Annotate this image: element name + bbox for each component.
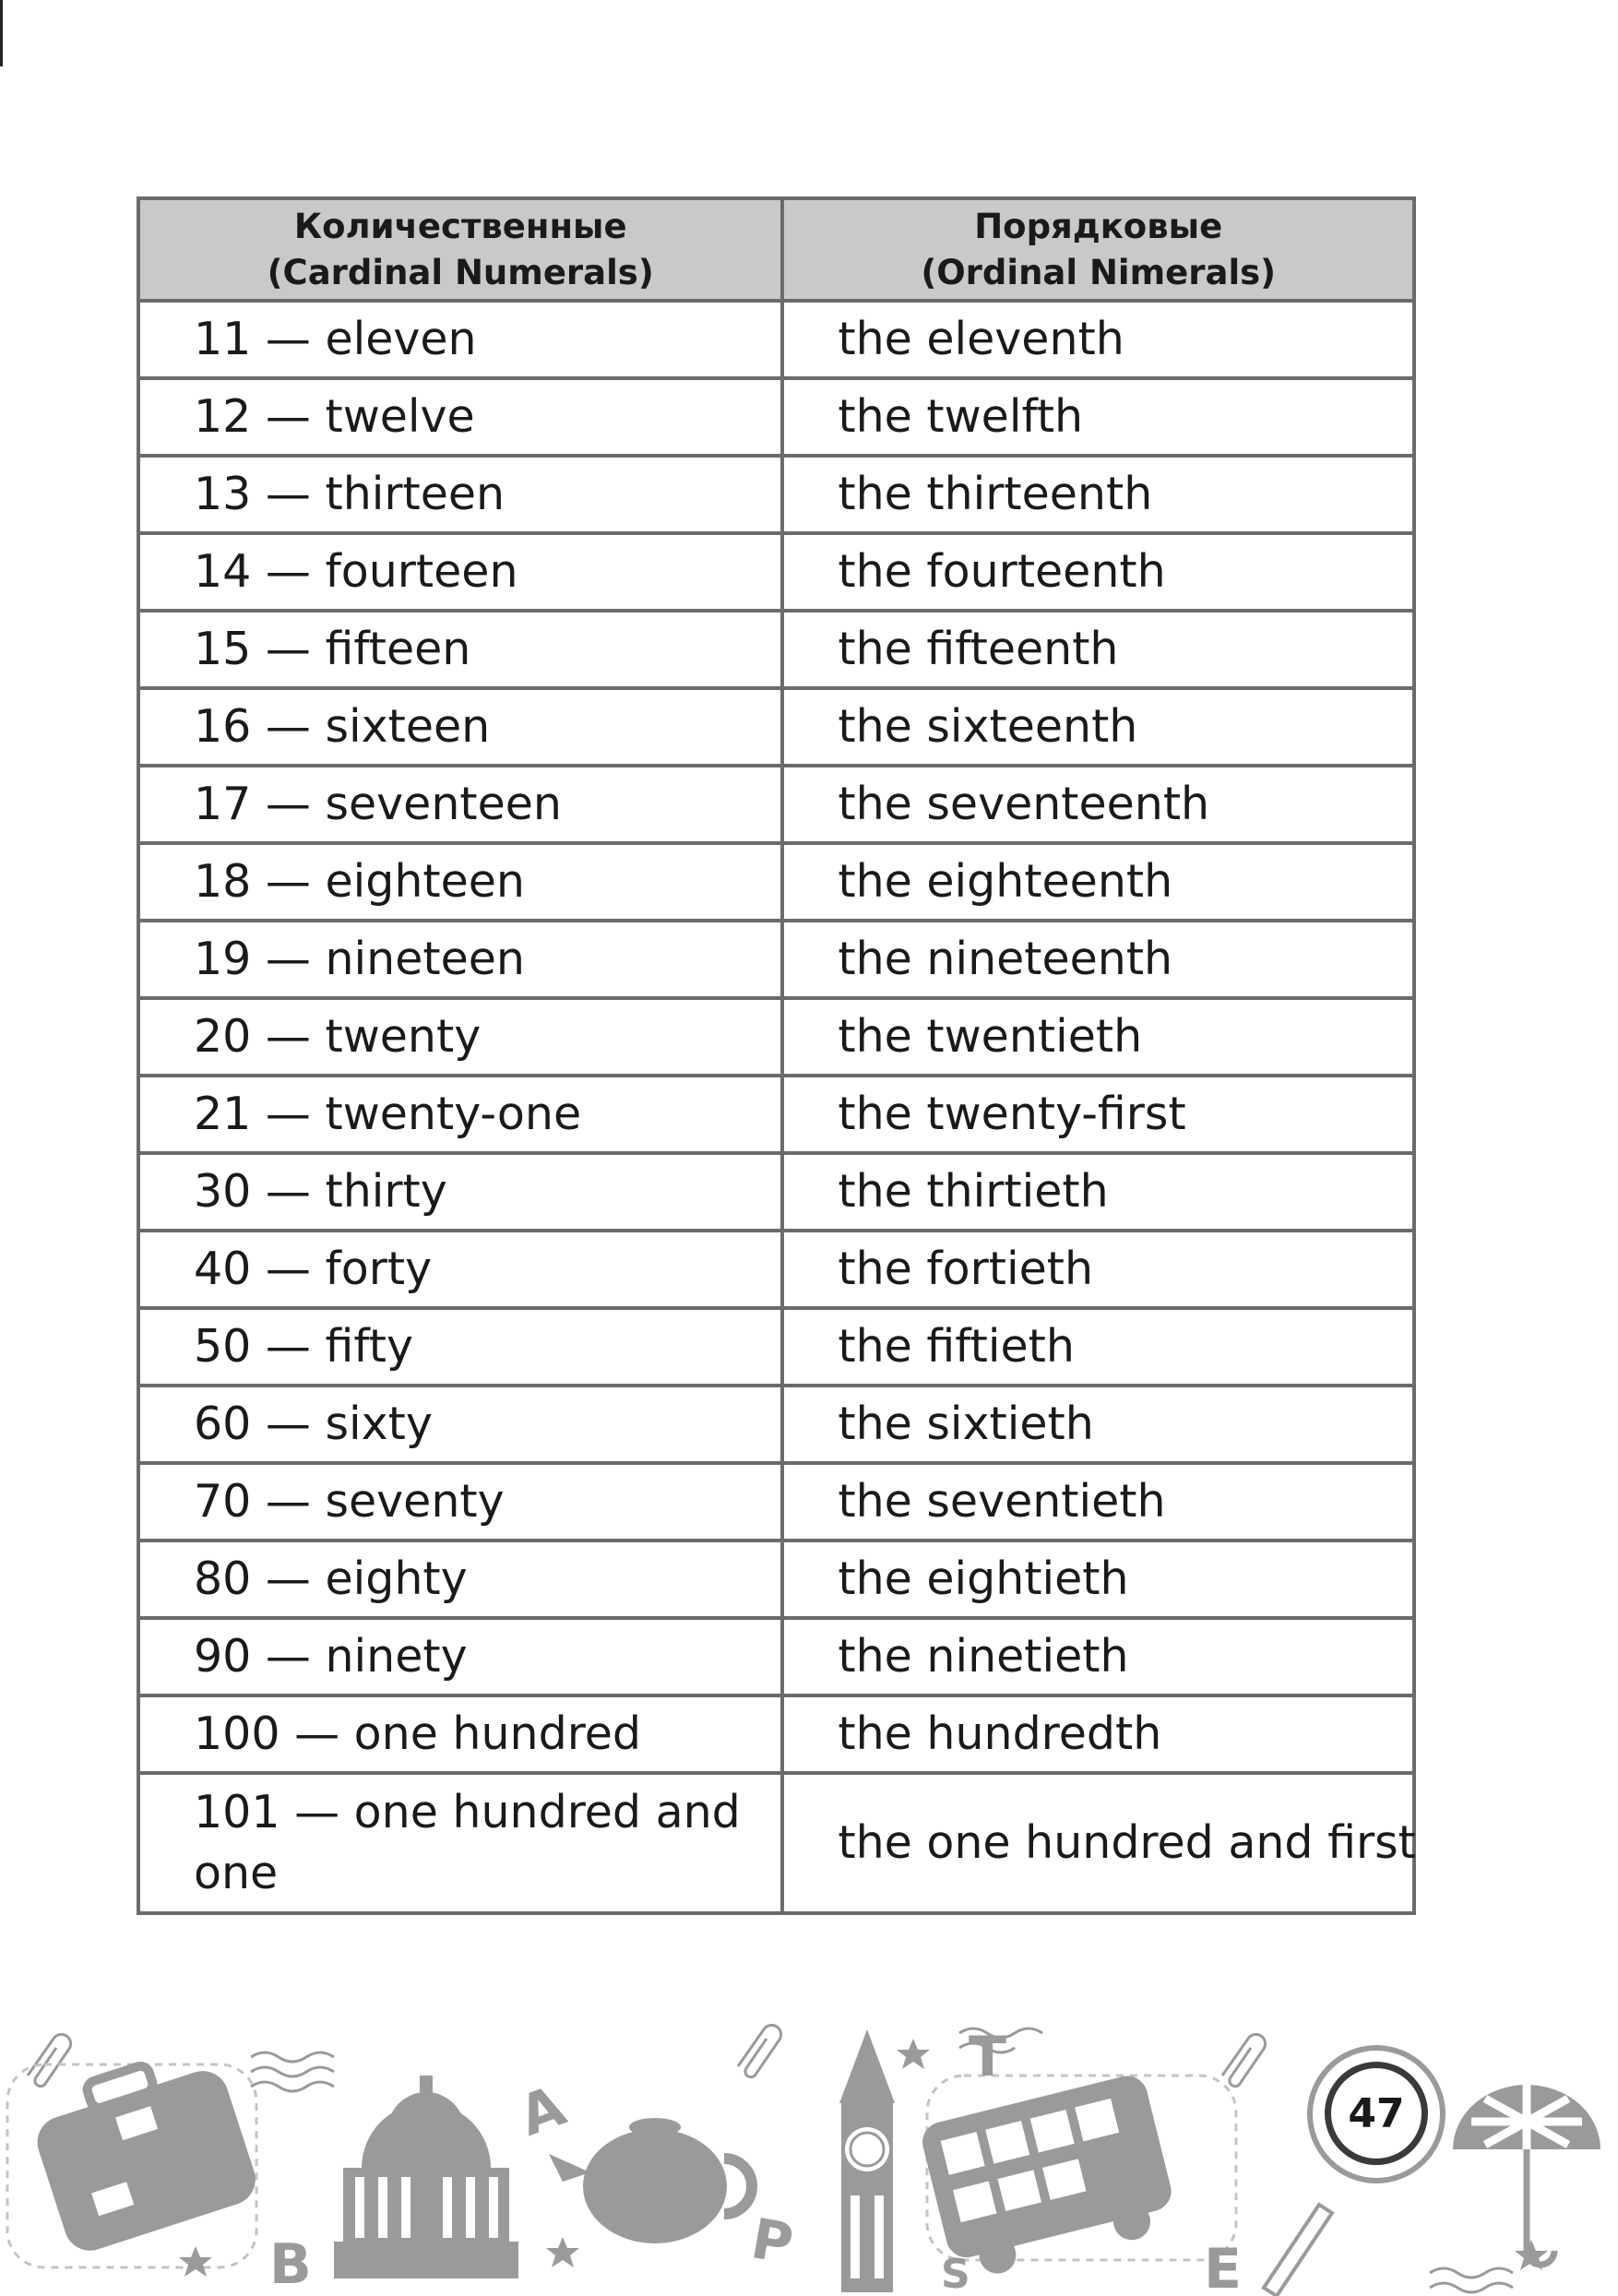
table-row (138, 378, 1414, 456)
ordinal-cell: the twenty-first (782, 1076, 1414, 1153)
suitcase-icon (24, 2042, 263, 2257)
header-cardinal (138, 198, 782, 301)
table-row (138, 1386, 1414, 1463)
cardinal-cell: 17 — seventeen (138, 766, 782, 843)
ordinal-cell: the hundredth (782, 1695, 1414, 1773)
ordinal-cell: the nineteenth (782, 921, 1414, 998)
header-ordinal-ru: Порядковые (974, 206, 1223, 246)
cardinal-cell: 16 — sixteen (138, 688, 782, 766)
ordinal-cell: the sixtieth (782, 1386, 1414, 1463)
cardinal-cell: 14 — fourteen (138, 533, 782, 611)
header-cardinal-ru: Количественные (293, 206, 627, 246)
footer-letter: P (746, 2207, 798, 2278)
table-row (138, 843, 1414, 921)
table-row (138, 1076, 1414, 1153)
cardinal-cell: 11 — eleven (138, 301, 782, 378)
cardinal-cell: 100 — one hundred (138, 1695, 782, 1773)
ordinal-cell: the twelfth (782, 378, 1414, 456)
ordinal-cell: the fourteenth (782, 533, 1414, 611)
footer-letter: T (969, 2025, 1006, 2089)
cardinal-cell: 12 — twelve (138, 378, 782, 456)
table-row (138, 456, 1414, 533)
table-row (138, 998, 1414, 1076)
ordinal-cell: the seventeenth (782, 766, 1414, 843)
footer-letter: E (1204, 2237, 1242, 2296)
ordinal-cell: the thirteenth (782, 456, 1414, 533)
pencil-icon (1264, 2205, 1332, 2296)
cardinal-cell: 60 — sixty (138, 1386, 782, 1463)
crop-mark (0, 0, 3, 66)
postmark-icon (1430, 2268, 1513, 2292)
ordinal-cell: the thirtieth (782, 1153, 1414, 1231)
table-row (138, 1231, 1414, 1308)
capitol-building-icon (334, 2076, 518, 2278)
table-row (138, 1463, 1414, 1541)
cardinal-cell: 20 — twenty (138, 998, 782, 1076)
numerals-table (137, 196, 1416, 1915)
ordinal-cell: the ninetieth (782, 1618, 1414, 1695)
cardinal-cell: 13 — thirteen (138, 456, 782, 533)
ordinal-cell: the fifteenth (782, 611, 1414, 688)
paperclip-icon (1222, 2034, 1266, 2086)
table-row (138, 1541, 1414, 1618)
table-row (138, 611, 1414, 688)
cardinal-cell: 70 — seventy (138, 1463, 782, 1541)
page-number: 47 (1325, 2062, 1428, 2165)
table-row (138, 766, 1414, 843)
cardinal-cell: 80 — eighty (138, 1541, 782, 1618)
big-ben-icon (839, 2029, 895, 2292)
ordinal-cell: the eighteenth (782, 843, 1414, 921)
union-jack-umbrella-icon (1453, 2085, 1600, 2265)
table-row (138, 1308, 1414, 1386)
ordinal-cell: the eleventh (782, 301, 1414, 378)
table-row (138, 533, 1414, 611)
ordinal-cell: the fortieth (782, 1231, 1414, 1308)
table-row (138, 301, 1414, 378)
ordinal-cell: the eightieth (782, 1541, 1414, 1618)
cardinal-cell: 21 — twenty-one (138, 1076, 782, 1153)
header-ordinal (782, 198, 1414, 301)
table-row (138, 688, 1414, 766)
postmark-icon (251, 2052, 334, 2091)
table-row (138, 921, 1414, 998)
footer-letter: S (941, 2251, 970, 2296)
cardinal-cell: 40 — forty (138, 1231, 782, 1308)
cardinal-cell: 30 — thirty (138, 1153, 782, 1231)
cardinal-cell: 18 — eighteen (138, 843, 782, 921)
cardinal-cell: 90 — ninety (138, 1618, 782, 1695)
footer-letter: B (269, 2232, 312, 2296)
header-ordinal-en: (Ordinal Nimerals) (921, 252, 1277, 292)
ordinal-cell: the one hundred and first (782, 1773, 1414, 1913)
table-row (138, 1618, 1414, 1695)
ordinal-cell: the sixteenth (782, 688, 1414, 766)
table-header-row (138, 198, 1414, 301)
table-row (138, 1153, 1414, 1231)
footer-letter: A (511, 2074, 574, 2149)
ordinal-cell: the twentieth (782, 998, 1414, 1076)
paperclip-icon (28, 2034, 71, 2086)
teapot-icon (549, 2118, 752, 2243)
cardinal-cell: 101 — one hundred and one (138, 1773, 782, 1913)
cardinal-cell: 19 — nineteen (138, 921, 782, 998)
ordinal-cell: the seventieth (782, 1463, 1414, 1541)
header-cardinal-en: (Cardinal Numerals) (267, 252, 654, 292)
ordinal-cell: the fiftieth (782, 1308, 1414, 1386)
table-row (138, 1773, 1414, 1913)
table-row (138, 1695, 1414, 1773)
cardinal-cell: 15 — fifteen (138, 611, 782, 688)
cardinal-cell: 50 — fifty (138, 1308, 782, 1386)
paperclip-icon (738, 2025, 781, 2076)
